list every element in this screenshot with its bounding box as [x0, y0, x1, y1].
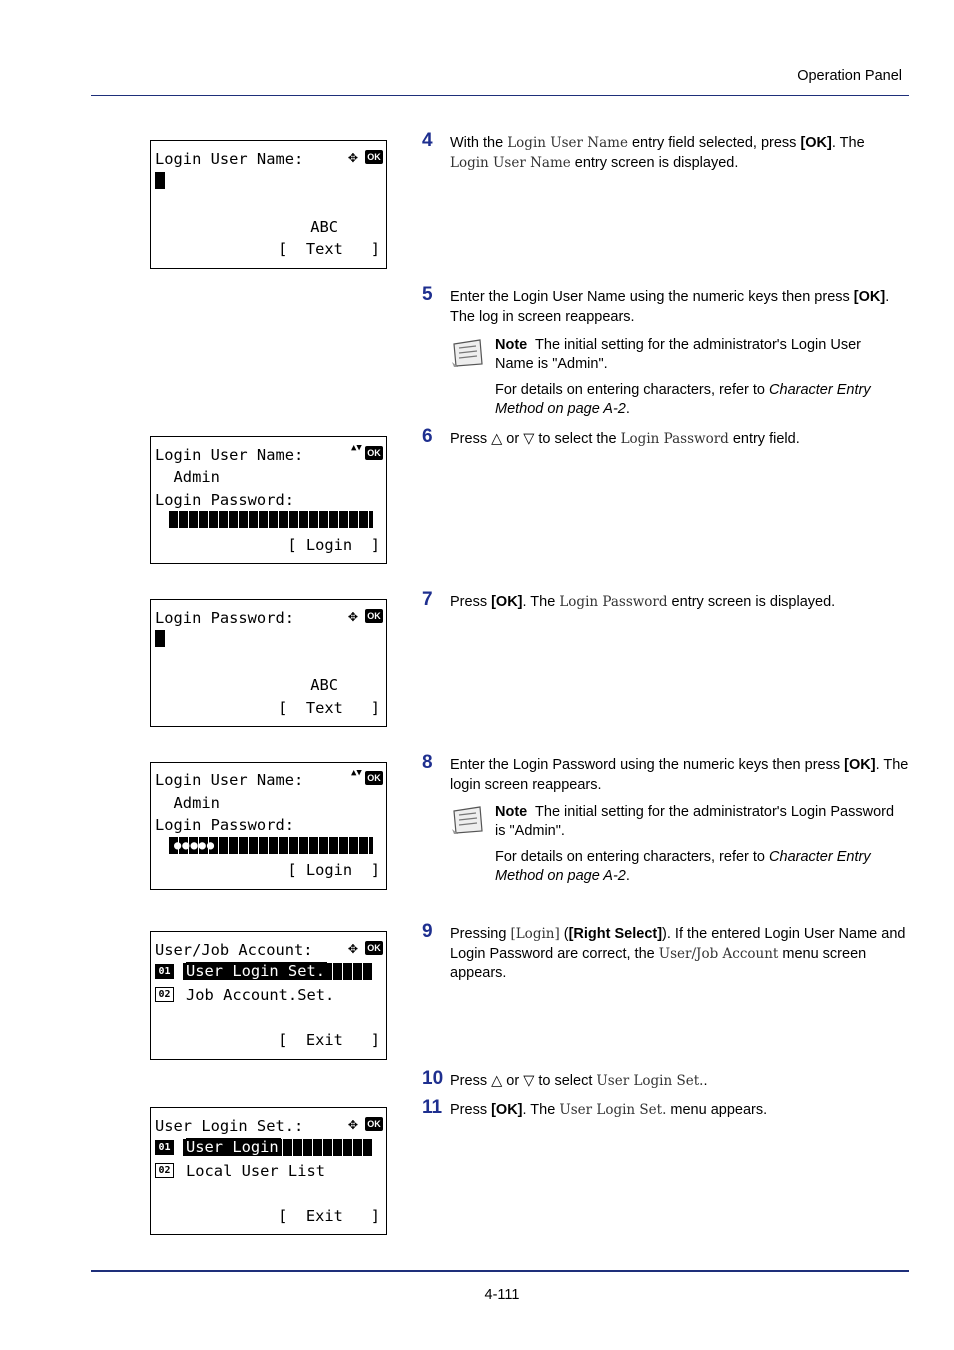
step-number: 6 — [422, 426, 433, 447]
header-rule — [91, 95, 909, 96]
nav-arrows-icon: ✥ — [348, 938, 358, 957]
lcd-line: [ Login ] — [287, 536, 380, 554]
note-text: For details on entering characters, refer to — [495, 849, 770, 865]
step-text: menu screen appears. — [450, 945, 867, 981]
lcd-line: User Login Set.: — [155, 1117, 304, 1135]
menu-item-label: Job Account.Set. — [186, 986, 335, 1004]
note-icon — [450, 805, 486, 835]
ok-icon: OK — [365, 446, 383, 460]
step-number: 8 — [422, 752, 433, 773]
menu-item-selected — [183, 963, 373, 980]
lcd-line: Login Password: — [155, 816, 294, 834]
display-text: User/Job Account — [658, 945, 779, 962]
step-text: entry screen is displayed. — [570, 154, 739, 171]
cross-reference: Character Entry Method on page A-2 — [495, 382, 871, 417]
lcd-line: [ Text ] — [278, 240, 380, 258]
nav-arrows-icon: ✥ — [348, 147, 358, 166]
lcd-line: Admin — [155, 468, 220, 486]
key-name: [OK] — [491, 1102, 523, 1118]
ok-icon: OK — [365, 771, 383, 785]
password-dots: ●●●●● — [174, 838, 216, 852]
step-number: 5 — [422, 284, 433, 305]
note-1 — [450, 336, 900, 426]
display-text: User Login Set. — [596, 1073, 704, 1089]
up-down-arrows-icon: ▲▼ — [351, 443, 362, 453]
lcd-line: ABC — [310, 218, 338, 236]
step-text: Enter the Login User Name using the numeric keys then press — [450, 289, 854, 305]
step-6 — [422, 426, 912, 450]
note-text: . — [625, 401, 630, 417]
text-cursor — [155, 172, 165, 189]
step-text: . The log in screen reappears. — [450, 289, 890, 325]
display-text: [Login] — [510, 926, 560, 942]
display-text: Login User Name — [507, 135, 628, 151]
step-number: 4 — [422, 130, 433, 151]
page-number: 4-111 — [484, 1287, 520, 1303]
lcd-screen-login-filled — [150, 762, 387, 890]
lcd-line: User/Job Account: — [155, 941, 313, 959]
menu-item-label: Local User List — [186, 1162, 325, 1180]
lcd-line: Login Password: — [155, 491, 294, 509]
step-text: entry field. — [728, 431, 800, 447]
step-text: entry field selected, press — [627, 135, 801, 151]
step-text: Pressing — [450, 926, 511, 942]
step-number: 10 — [422, 1068, 444, 1089]
lcd-screen-login-user-name-entry — [150, 140, 387, 269]
step-9 — [422, 921, 912, 984]
step-text: Press — [450, 594, 492, 610]
lcd-screen-user-job-account — [150, 931, 387, 1060]
note-text: . — [625, 868, 630, 884]
note-text: The initial setting for the administrator's Login User Name is "Admin". — [495, 337, 861, 372]
ok-icon: OK — [365, 609, 383, 623]
key-name: [OK] — [844, 757, 876, 773]
step-text: With the — [450, 135, 508, 151]
menu-number-badge: 02 — [155, 987, 174, 1002]
lcd-line: [ Exit ] — [278, 1031, 380, 1049]
display-text: Login Password — [620, 431, 729, 447]
note-label: Note — [495, 337, 528, 353]
lcd-screen-login — [150, 436, 387, 564]
display-text: Login Password — [559, 594, 668, 610]
key-name: [OK] — [853, 289, 886, 305]
menu-number-badge: 01 — [155, 964, 174, 979]
step-10 — [422, 1068, 912, 1092]
lcd-line: Admin — [155, 794, 220, 812]
display-text: User Login Set. — [559, 1102, 667, 1118]
header-title: Operation Panel — [797, 68, 902, 84]
footer-rule — [91, 1270, 909, 1272]
step-4 — [422, 130, 912, 173]
password-field — [169, 837, 373, 854]
note-2 — [450, 803, 900, 893]
lcd-line: [ Text ] — [278, 699, 380, 717]
step-text: ( — [559, 926, 569, 942]
step-text: . The — [831, 135, 865, 151]
step-7 — [422, 589, 912, 613]
step-number: 11 — [422, 1097, 443, 1118]
lcd-line: ABC — [310, 676, 338, 694]
note-text: The initial setting for the administrator's Login Password is "Admin". — [495, 804, 895, 839]
menu-item-label: User Login — [186, 1138, 279, 1156]
step-text: . The login screen reappears. — [450, 757, 909, 793]
step-text: ). If the entered Login User Name and Login Password are correct, the — [450, 926, 906, 962]
step-text: Press △ or ▽ to select — [450, 1073, 597, 1089]
menu-item-label: User Login Set. — [186, 962, 325, 980]
step-text: Press — [450, 1102, 492, 1118]
step-text: Press △ or ▽ to select the — [450, 431, 621, 447]
password-field — [169, 511, 373, 528]
step-number: 9 — [422, 921, 433, 942]
ok-icon: OK — [365, 941, 383, 955]
cross-reference: Character Entry Method on page A-2 — [495, 849, 871, 884]
lcd-line: [ Login ] — [287, 861, 380, 879]
menu-number-badge: 02 — [155, 1163, 174, 1178]
key-name: [Right Select] — [568, 926, 663, 942]
lcd-screen-login-password-entry — [150, 599, 387, 727]
lcd-line: Login User Name: — [155, 150, 304, 168]
lcd-line: Login User Name: — [155, 771, 304, 789]
step-8 — [422, 752, 912, 795]
lcd-line: Login User Name: — [155, 446, 304, 464]
menu-item-selected — [183, 1139, 373, 1156]
step-number: 7 — [422, 589, 433, 610]
key-name: [OK] — [491, 594, 523, 610]
step-text: . The — [522, 594, 560, 610]
up-down-arrows-icon: ▲▼ — [351, 768, 362, 778]
lcd-screen-user-login-set — [150, 1107, 387, 1235]
note-icon — [450, 338, 486, 368]
step-text: Enter the Login Password using the numeric keys then press — [450, 757, 845, 773]
display-text: Login User Name — [450, 154, 571, 171]
key-name: [OK] — [800, 135, 832, 151]
text-cursor — [155, 630, 165, 647]
step-text: menu appears. — [666, 1102, 768, 1118]
note-label: Note — [495, 804, 528, 820]
nav-arrows-icon: ✥ — [348, 1114, 358, 1133]
step-11 — [422, 1097, 912, 1121]
lcd-line: [ Exit ] — [278, 1207, 380, 1225]
step-text: . The — [522, 1102, 560, 1118]
note-text: For details on entering characters, refer to — [495, 382, 770, 398]
ok-icon: OK — [365, 1117, 383, 1131]
ok-icon: OK — [365, 150, 383, 164]
step-5 — [422, 284, 912, 327]
nav-arrows-icon: ✥ — [348, 606, 358, 625]
menu-number-badge: 01 — [155, 1140, 174, 1155]
step-text: . — [703, 1073, 708, 1089]
step-text: entry screen is displayed. — [667, 594, 836, 610]
lcd-line: Login Password: — [155, 609, 294, 627]
